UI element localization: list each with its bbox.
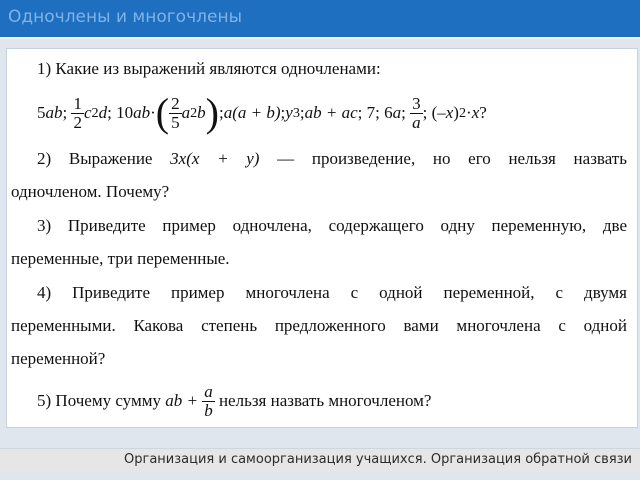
expr-var: ab bbox=[45, 103, 63, 122]
question-2-rest: — произведение, но его нельзя назвать bbox=[277, 149, 627, 168]
expr-sep: ; 7; 6 bbox=[357, 103, 393, 122]
expr-close: ) bbox=[453, 103, 459, 122]
slide-title: Одночлены и многочлены bbox=[8, 7, 242, 27]
fraction-denominator: 2 bbox=[73, 112, 82, 132]
expr-var: x bbox=[445, 103, 454, 122]
fraction-numerator: 2 bbox=[171, 93, 180, 113]
footer-text: Организация и самоорганизация учащихся. Организация обратной связи bbox=[124, 452, 632, 467]
question-4-line-2: переменными. Какова степень предложенного вами многочлена с одной bbox=[11, 316, 627, 335]
questions-card bbox=[6, 48, 638, 428]
fraction-numerator: 3 bbox=[412, 93, 421, 113]
expr-sep: ; 10 bbox=[107, 103, 134, 122]
fraction-denominator: 5 bbox=[171, 112, 180, 132]
expr-var: a bbox=[392, 103, 402, 122]
expr-var: c bbox=[83, 103, 92, 122]
expr-var: y bbox=[285, 103, 293, 122]
fraction-denominator: a bbox=[412, 112, 421, 132]
expr-sep: ; bbox=[219, 103, 224, 122]
question-3-line-2: переменные, три переменные. bbox=[11, 249, 230, 268]
expr-exponent: 2 bbox=[190, 104, 198, 121]
expr-var: ab bbox=[133, 103, 151, 122]
expr-sep: ; bbox=[62, 103, 68, 122]
expr-exponent: 2 bbox=[91, 104, 99, 121]
fraction-a-over-b bbox=[202, 383, 215, 420]
fraction-one-half bbox=[71, 95, 84, 132]
open-paren: ( bbox=[155, 90, 170, 135]
expr-var: x bbox=[471, 103, 480, 122]
expr-var: a bbox=[181, 103, 191, 122]
close-paren: ) bbox=[205, 90, 219, 135]
question-2-line-1 bbox=[37, 149, 627, 169]
expr-term: a(a + b) bbox=[223, 103, 281, 122]
expr-sep: ; bbox=[401, 103, 406, 122]
expr-term: ab + ac bbox=[304, 103, 358, 122]
question-2-lead: 2) Выражение bbox=[37, 149, 153, 168]
question-4-line-1: 4) Приведите пример многочлена с одной переменной, с двумя bbox=[37, 283, 627, 302]
fraction-two-fifths bbox=[169, 95, 182, 132]
question-4-line-3: переменной? bbox=[11, 349, 106, 368]
question-1-expression bbox=[37, 89, 487, 137]
question-1-text: 1) Какие из выражений являются одночленами: bbox=[37, 59, 381, 78]
fraction-numerator: a bbox=[204, 381, 213, 401]
fraction-three-over-a bbox=[410, 95, 423, 132]
expr-dot: · bbox=[150, 103, 156, 122]
question-5-rest: нельзя назвать многочленом? bbox=[218, 391, 432, 410]
expr-var: d bbox=[98, 103, 108, 122]
question-5-line bbox=[37, 377, 431, 425]
expr-exponent: 3 bbox=[292, 104, 300, 121]
question-2-expression: 3x(x + y) bbox=[170, 149, 260, 168]
expr-sep: ; (– bbox=[422, 103, 446, 122]
expr-dot: · bbox=[466, 103, 472, 122]
expr-exponent: 2 bbox=[458, 104, 467, 121]
fraction-numerator: 1 bbox=[73, 93, 82, 113]
question-5-expression: ab + bbox=[165, 391, 198, 410]
expr-sep: ; bbox=[280, 103, 286, 122]
question-2-line-2: одночленом. Почему? bbox=[11, 182, 170, 201]
expr-term: 5 bbox=[37, 103, 46, 122]
title-bar bbox=[0, 0, 640, 39]
question-3-line-1: 3) Приведите пример одночлена, содержащего одну переменную, две bbox=[37, 216, 627, 235]
expr-end: ? bbox=[479, 103, 487, 122]
question-5-lead: 5) Почему сумму bbox=[37, 391, 161, 410]
footer-bar bbox=[0, 448, 640, 471]
expr-sep: ; bbox=[299, 103, 305, 122]
expr-var: b bbox=[197, 103, 206, 122]
fraction-denominator: b bbox=[204, 400, 213, 420]
